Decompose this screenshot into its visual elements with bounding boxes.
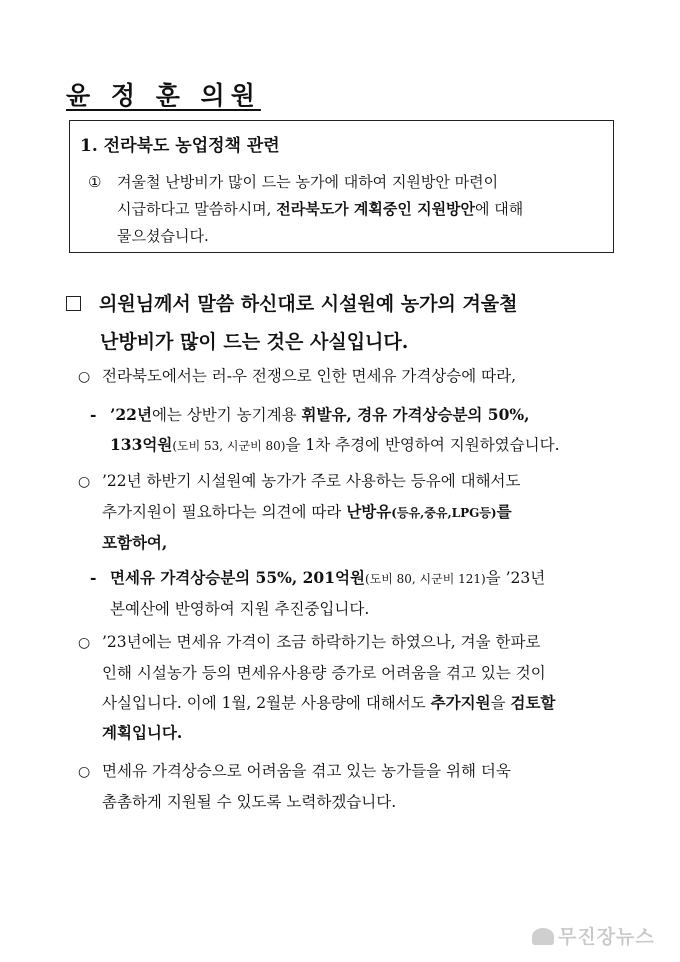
paragraph-text: ’23년에는 면세유 가격이 조금 하락하기는 하였으나, 겨울 한파로 xyxy=(102,633,541,651)
sub-item-line xyxy=(90,400,625,430)
question-line xyxy=(88,223,608,250)
circle-bullet-icon: ○ xyxy=(78,369,91,385)
paragraph-text: 면세유 가격상승으로 어려움을 겪고 있는 농가들을 위해 더욱 xyxy=(102,762,511,780)
paragraph-3 xyxy=(78,627,623,748)
emphasis-text: 휘발유, 경유 가격상승분의 50%, xyxy=(301,405,530,424)
paragraph-text: 전라북도에서는 러-우 전쟁으로 인한 면세유 가격상승에 따라, xyxy=(102,367,517,385)
circle-bullet-icon: ○ xyxy=(78,635,91,651)
emphasis-text: 난방유 xyxy=(346,502,392,521)
emphasis-text: 면세유 가격상승분의 55%, 201억원 xyxy=(110,568,365,587)
sub-item-line xyxy=(90,594,625,624)
paragraph-2 xyxy=(78,466,623,558)
paragraph-line xyxy=(78,787,623,817)
question-emphasis: 전라북도가 계획중인 지원방안 xyxy=(276,200,476,218)
emphasis-text: 133억원 xyxy=(110,435,173,454)
sub-item-line xyxy=(90,430,625,461)
paragraph-text: ’22년 하반기 시설원예 농가가 주로 사용하는 등유에 대해서도 xyxy=(102,472,521,490)
mountain-logo-icon xyxy=(532,928,554,945)
question-line xyxy=(88,169,608,196)
paragraph-line xyxy=(78,658,623,688)
emphasis-text: 검토할 xyxy=(510,693,556,712)
paragraph-line xyxy=(78,528,623,558)
dash-bullet: - xyxy=(90,405,97,424)
paragraph-text: 인해 시설농가 등의 면세유사용량 증가로 어려움을 겪고 있는 것이 xyxy=(102,664,546,682)
circle-bullet-icon: ○ xyxy=(78,764,91,780)
paragraph-text: 을 xyxy=(490,694,511,712)
emphasis-text: 포함하여, xyxy=(102,533,168,552)
emphasis-text: ’22년 xyxy=(110,405,152,424)
budget-detail: (도비 53, 시군비 80) xyxy=(172,439,286,453)
circle-bullet-icon: ○ xyxy=(78,474,91,490)
sub-item-text: 을 1차 추경에 반영하여 지원하였습니다. xyxy=(285,436,560,454)
paragraph-line xyxy=(78,361,623,392)
answer-text: 난방비가 많이 드는 것은 사실입니다. xyxy=(100,331,409,353)
answer-text: 의원님께서 말씀 하신대로 시설원예 농가의 겨울철 xyxy=(99,293,518,315)
answer-line xyxy=(66,285,626,323)
paragraph-line xyxy=(78,627,623,658)
paragraph-1 xyxy=(78,361,623,392)
paragraph-text: 추가지원이 필요하다는 의견에 따라 xyxy=(102,503,347,521)
paragraph-line xyxy=(78,497,623,528)
answer-summary xyxy=(66,285,626,361)
sub-item-text: 을 ’23년 xyxy=(485,569,546,587)
square-bullet-icon xyxy=(66,296,81,311)
question-text: 물으셨습니다. xyxy=(117,227,209,245)
question-line xyxy=(88,196,608,223)
paragraph-4 xyxy=(78,756,623,817)
paragraph-line xyxy=(78,718,623,748)
sub-item-text: 본예산에 반영하여 지원 추진중입니다. xyxy=(110,600,370,618)
paragraph-text: 촘촘하게 지원될 수 있도록 노력하겠습니다. xyxy=(102,793,397,811)
sub-item-text: 에는 상반기 농기계용 xyxy=(151,406,302,424)
question-text: 에 대해 xyxy=(475,200,524,218)
dash-bullet: - xyxy=(90,568,97,587)
question-box xyxy=(69,120,614,253)
emphasis-text: 를 xyxy=(496,502,512,521)
watermark xyxy=(532,922,655,949)
question-text: 겨울철 난방비가 많이 드는 농가에 대하여 지원방안 마련이 xyxy=(117,173,499,191)
paragraph-text: 사실입니다. 이에 1월, 2월분 사용량에 대해서도 xyxy=(102,694,431,712)
sub-item-2 xyxy=(90,563,625,624)
answer-line xyxy=(66,323,626,361)
sub-item-1 xyxy=(90,400,625,461)
question-text: 시급하다고 말씀하시며, xyxy=(117,200,277,218)
paragraph-line xyxy=(78,466,623,497)
page-title: 윤 정 훈 의원 xyxy=(66,81,261,110)
question-heading: 1. 전라북도 농업정책 관련 xyxy=(80,136,280,156)
emphasis-text: 추가지원 xyxy=(430,693,491,712)
question-body xyxy=(88,169,608,250)
fuel-types: (등유,중유,LPG등) xyxy=(391,506,497,520)
paragraph-line xyxy=(78,688,623,718)
watermark-text: 무진장뉴스 xyxy=(558,926,655,948)
paragraph-line xyxy=(78,756,623,787)
emphasis-text: 계획입니다. xyxy=(102,723,183,742)
budget-detail: (도비 80, 시군비 121) xyxy=(364,572,486,586)
circled-number-marker: ① xyxy=(88,173,102,191)
sub-item-line xyxy=(90,563,625,594)
